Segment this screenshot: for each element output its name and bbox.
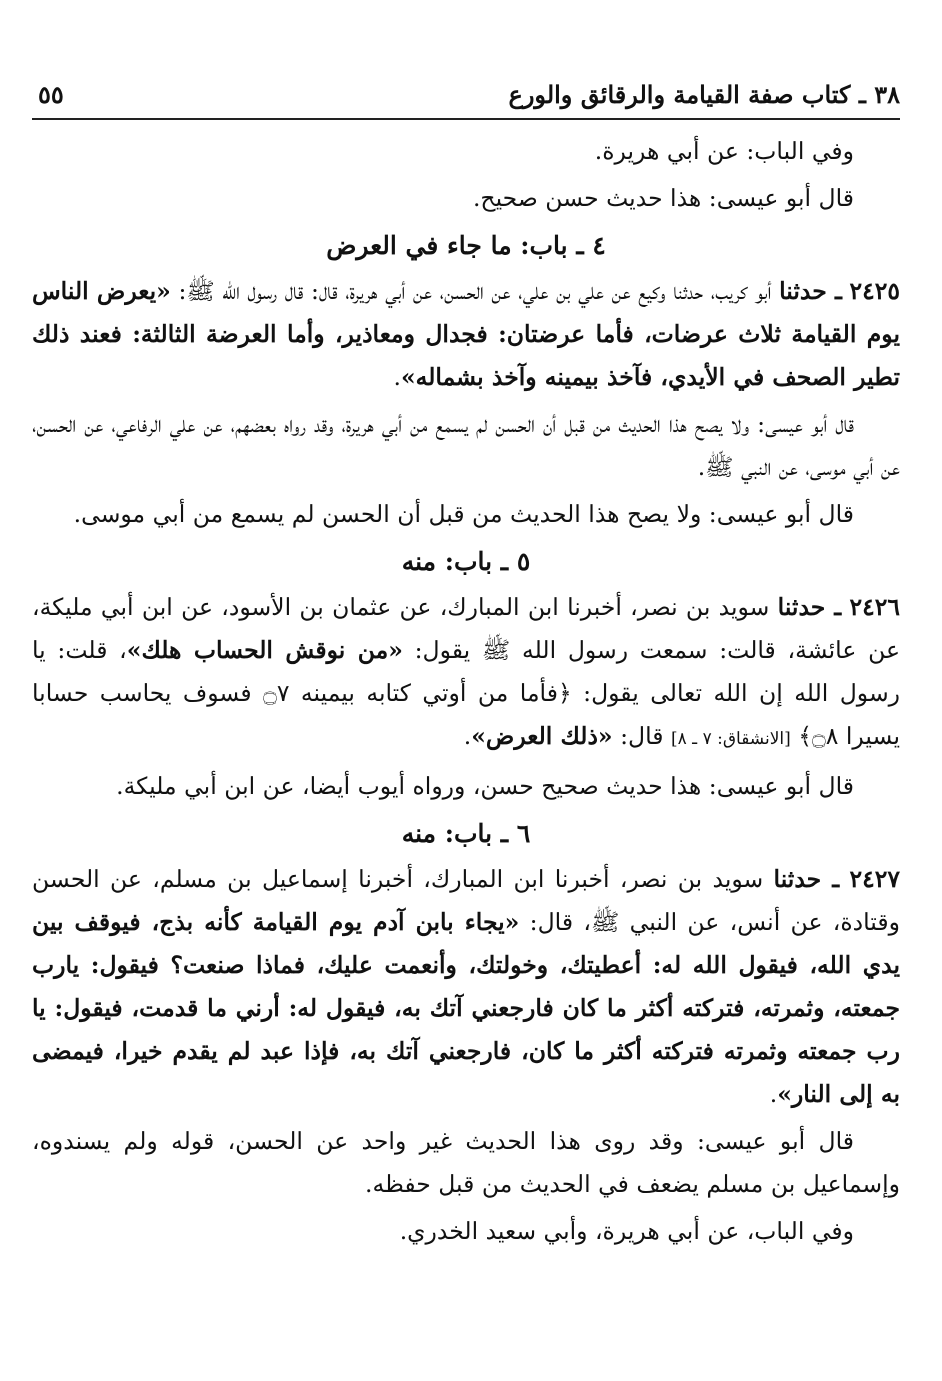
commentary-2426: قال أبو عيسى: هذا حديث صحيح حسن، ورواه أيوب أيضا، عن ابن أبي مليكة. — [116, 772, 854, 800]
hadith-number: ٢٤٢٦ — [849, 593, 900, 621]
book-page — [32, 78, 900, 1361]
commentary-2427-b: وفي الباب، عن أبي هريرة، وأبي سعيد الخدري. — [399, 1217, 854, 1245]
section-heading-5: ٥ ـ باب: منه — [401, 547, 531, 576]
page-content — [32, 120, 900, 1253]
section-heading-6: ٦ ـ باب: منه — [401, 819, 531, 848]
page-number: ٥٥ — [38, 80, 64, 109]
paragraph-chapter-note: وفي الباب: عن أبي هريرة. — [594, 137, 854, 165]
hadith-opening: ـ حدثنا — [773, 865, 840, 893]
hadith-isnad: أبو كريب، حدثنا وكيع عن علي بن علي، عن الحسن، عن أبي هريرة، قال: قال رسول الله ﷺ: — [178, 277, 772, 305]
hadith-2427 — [32, 858, 900, 1116]
hadith-text: ، قلت: يا رسول الله إن الله تعالى يقول: ﴿فأما من أوتي كتابه بيمينه ۝٧ فسوف يحاسب حسابا يسيرا ۝٨﴾ — [32, 636, 900, 750]
hadith-end: . — [393, 363, 401, 391]
hadith-quote: «من نوقش الحساب هلك» — [126, 636, 403, 664]
hadith-end: . — [463, 722, 472, 750]
commentary-2425-a: قال أبو عيسى: ولا يصح هذا الحديث من قبل أن الحسن لم يسمع من أبي هريرة، وقد رواه بعضهم، عن علي الرفاعي، عن الحسن، عن أبي موسى، عن النبي ﷺ. — [32, 410, 900, 481]
hadith-number: ٢٤٢٥ — [849, 277, 900, 305]
hadith-text: قال: — [620, 722, 664, 750]
hadith-number: ٢٤٢٧ — [849, 865, 900, 893]
chapter-title: ٣٨ ـ كتاب صفة القيامة والرقائق والورع — [508, 80, 900, 109]
hadith-matn: «يجاء بابن آدم يوم القيامة كأنه بذج، فيوقف بين يدي الله، فيقول الله له: أعطيتك، وخولتك، وأنعمت عليك، فماذا صنعت؟ فيقول: يارب جمعته، وثمرته، فتركته أكثر ما كان فارجعني آتك به، فيقول له: أرني ما قدمت، فيقول: يا رب جمعته وثمرته فتركته أكثر ما كان، فارجعني آتك به، فإذا عبد لم يقدم خيرا، فيمضى به إلى النار» — [32, 908, 900, 1108]
hadith-2426 — [32, 586, 900, 761]
hadith-opening: ـ حدثنا — [777, 593, 842, 621]
commentary-2427-a: قال أبو عيسى: وقد روى هذا الحديث غير واحد عن الحسن، قوله ولم يسندوه، وإسماعيل بن مسلم يضعف في الحديث من قبل حفظه. — [32, 1127, 900, 1198]
quran-reference: [الانشقاق: ٧ ـ ٨] — [670, 729, 791, 749]
running-header — [32, 78, 900, 120]
hadith-text: سويد بن نصر، أخبرنا ابن المبارك، عن عثمان بن الأسود، عن ابن أبي مليكة، عن عائشة، قالت: سمعت رسول الله ﷺ يقول: — [32, 593, 901, 664]
commentary-2425-b: قال أبو عيسى: ولا يصح هذا الحديث من قبل أن الحسن لم يسمع من أبي موسى. — [73, 500, 854, 528]
hadith-matn: «يعرض الناس يوم القيامة ثلاث عرضات، فأما عرضتان: فجدال ومعاذير، وأما العرضة الثالثة: فعند ذلك تطير الصحف في الأيدي، فآخذ بيمينه وآخذ بشماله» — [32, 277, 900, 391]
hadith-end: . — [769, 1080, 778, 1108]
hadith-quote: «ذلك العرض» — [471, 722, 613, 750]
hadith-opening: ـ حدثنا — [779, 277, 842, 305]
paragraph-grading: قال أبو عيسى: هذا حديث حسن صحيح. — [472, 184, 854, 212]
hadith-isnad: سويد بن نصر، أخبرنا ابن المبارك، أخبرنا إسماعيل بن مسلم، عن الحسن وقتادة، عن أنس، عن النبي ﷺ، قال: — [32, 865, 900, 936]
section-heading-4: ٤ ـ باب: ما جاء في العرض — [326, 231, 606, 260]
hadith-2425 — [32, 270, 900, 399]
